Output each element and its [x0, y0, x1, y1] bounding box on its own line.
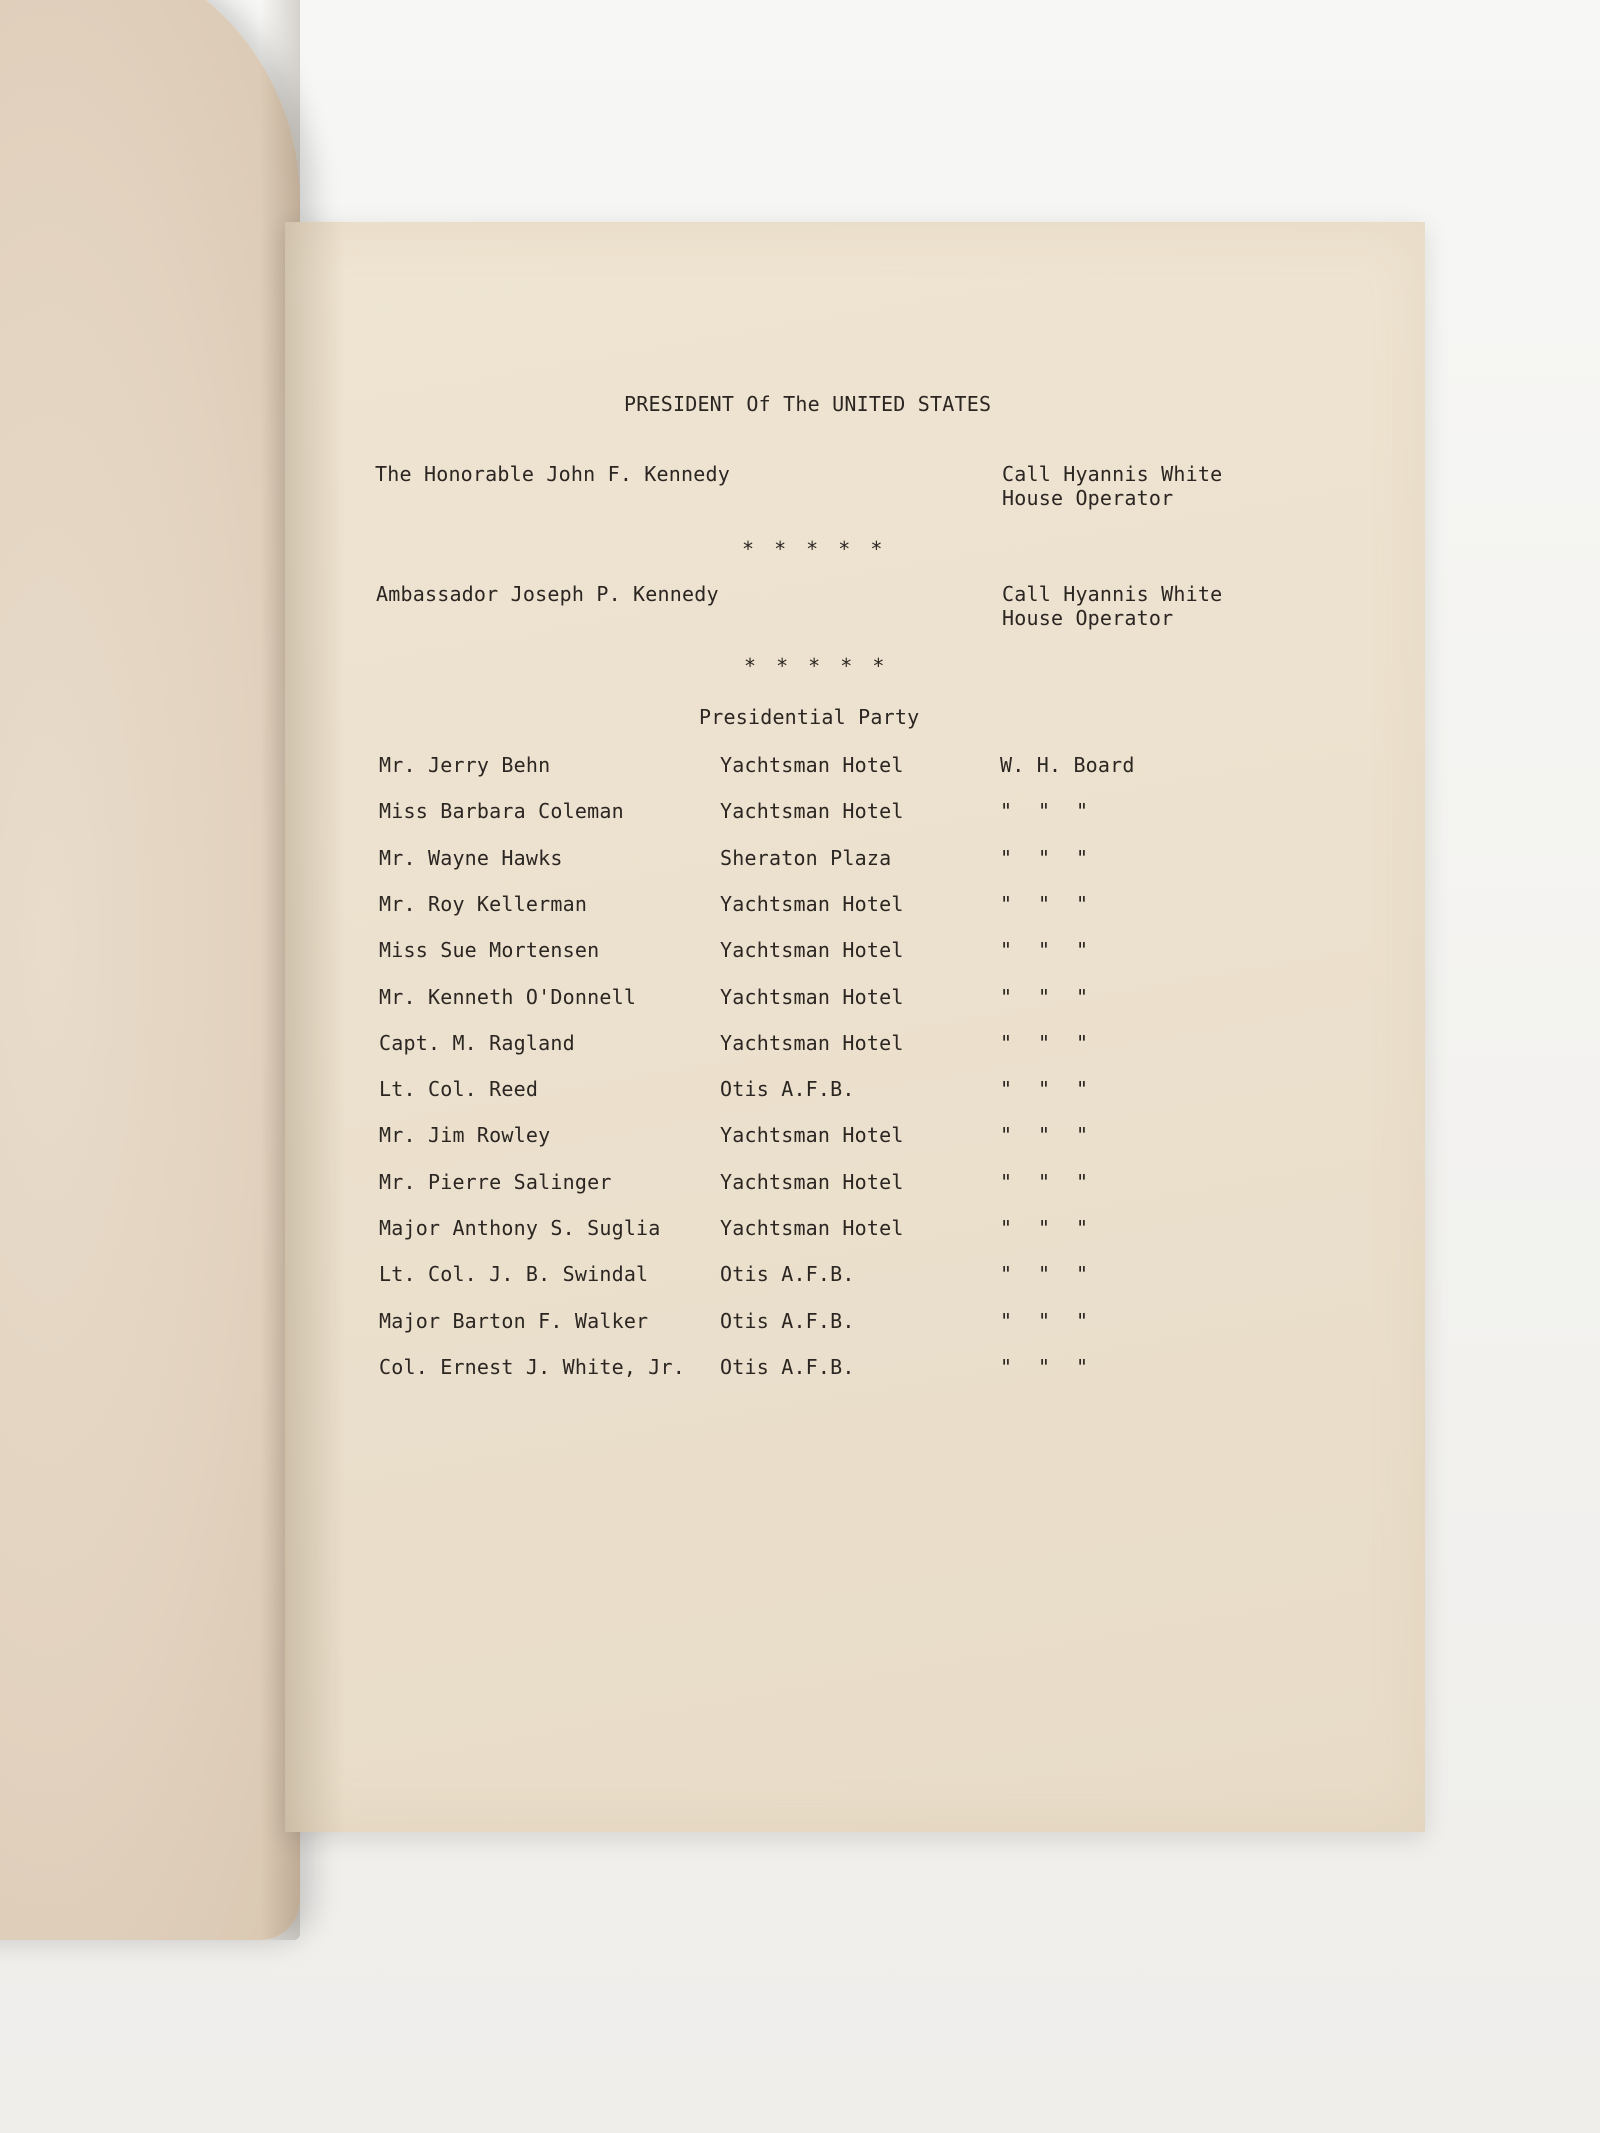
ditto-mark: " [1038, 892, 1051, 916]
ditto-mark: " [1076, 1077, 1089, 1101]
left-facing-page [0, 0, 300, 1940]
ditto-mark: " [1000, 1170, 1013, 1194]
party-member-location: Otis A.F.B. [720, 1309, 855, 1333]
party-member-location: Yachtsman Hotel [720, 938, 904, 962]
ditto-mark: " [1000, 1309, 1013, 1333]
ditto-mark: " [1000, 1123, 1013, 1147]
ditto-marks [1000, 1216, 1114, 1240]
party-member-location: Yachtsman Hotel [720, 1216, 904, 1240]
ditto-mark: " [1038, 938, 1051, 962]
ditto-marks [1000, 1262, 1114, 1286]
ditto-mark: " [1038, 1355, 1051, 1379]
ditto-marks [1000, 1077, 1114, 1101]
ditto-mark: " [1076, 799, 1089, 823]
ditto-marks [1000, 1309, 1114, 1333]
ditto-mark: " [1038, 1123, 1051, 1147]
party-member-name: Mr. Pierre Salinger [379, 1170, 612, 1194]
party-member-name: Col. Ernest J. White, Jr. [379, 1355, 686, 1379]
ditto-marks [1000, 985, 1114, 1009]
ambassador-name: Ambassador Joseph P. Kennedy [376, 582, 719, 606]
ditto-mark: " [1076, 985, 1089, 1009]
ditto-marks [1000, 1355, 1114, 1379]
ditto-marks [1000, 1170, 1114, 1194]
ditto-mark: " [1038, 1309, 1051, 1333]
honorable-name: The Honorable John F. Kennedy [375, 462, 730, 486]
ambassador-contact: Call Hyannis White House Operator [1002, 582, 1223, 630]
party-member-name: Mr. Kenneth O'Donnell [379, 985, 637, 1009]
party-member-location: Yachtsman Hotel [720, 799, 904, 823]
ditto-mark: " [1038, 1170, 1051, 1194]
ditto-mark: " [1000, 799, 1013, 823]
party-member-name: Mr. Jerry Behn [379, 753, 551, 777]
ditto-mark: " [1038, 1216, 1051, 1240]
party-member-location: Sheraton Plaza [720, 846, 892, 870]
ditto-mark: " [1038, 985, 1051, 1009]
party-member-name: Capt. M. Ragland [379, 1031, 575, 1055]
ditto-mark: " [1038, 846, 1051, 870]
party-member-name: Lt. Col. J. B. Swindal [379, 1262, 649, 1286]
page-gutter-shadow [285, 222, 345, 1832]
party-member-name: Miss Barbara Coleman [379, 799, 624, 823]
party-member-location: Otis A.F.B. [720, 1077, 855, 1101]
section-separator: * * * * * [744, 654, 889, 678]
ditto-marks [1000, 799, 1114, 823]
ditto-mark: " [1076, 1262, 1089, 1286]
ditto-mark: " [1076, 1309, 1089, 1333]
ditto-mark: " [1000, 985, 1013, 1009]
ditto-marks [1000, 1031, 1114, 1055]
ditto-mark: " [1076, 892, 1089, 916]
ditto-mark: " [1076, 1355, 1089, 1379]
ditto-marks [1000, 1123, 1114, 1147]
party-member-contact: W. H. Board [1000, 753, 1135, 777]
ditto-mark: " [1000, 1077, 1013, 1101]
honorable-contact: Call Hyannis White House Operator [1002, 462, 1223, 510]
party-member-location: Yachtsman Hotel [720, 753, 904, 777]
ditto-mark: " [1000, 1031, 1013, 1055]
ditto-marks [1000, 846, 1114, 870]
party-member-location: Yachtsman Hotel [720, 1123, 904, 1147]
party-member-location: Yachtsman Hotel [720, 1031, 904, 1055]
ditto-mark: " [1000, 1355, 1013, 1379]
ditto-mark: " [1038, 1077, 1051, 1101]
ditto-mark: " [1076, 846, 1089, 870]
ditto-marks [1000, 892, 1114, 916]
party-member-name: Lt. Col. Reed [379, 1077, 539, 1101]
party-member-location: Otis A.F.B. [720, 1355, 855, 1379]
party-member-location: Yachtsman Hotel [720, 1170, 904, 1194]
party-member-name: Mr. Jim Rowley [379, 1123, 551, 1147]
ditto-mark: " [1076, 1123, 1089, 1147]
document-page [285, 222, 1425, 1832]
party-member-location: Otis A.F.B. [720, 1262, 855, 1286]
ditto-mark: " [1076, 1170, 1089, 1194]
ditto-mark: " [1000, 892, 1013, 916]
ditto-marks [1000, 938, 1114, 962]
ditto-mark: " [1038, 799, 1051, 823]
party-member-location: Yachtsman Hotel [720, 985, 904, 1009]
party-member-name: Major Barton F. Walker [379, 1309, 649, 1333]
ditto-mark: " [1000, 1262, 1013, 1286]
party-member-name: Mr. Roy Kellerman [379, 892, 588, 916]
ditto-mark: " [1038, 1031, 1051, 1055]
party-member-name: Miss Sue Mortensen [379, 938, 600, 962]
ditto-mark: " [1076, 1031, 1089, 1055]
section-separator: * * * * * [742, 537, 887, 561]
ditto-mark: " [1076, 1216, 1089, 1240]
party-heading: Presidential Party [699, 705, 920, 729]
ditto-mark: " [1000, 938, 1013, 962]
ditto-mark: " [1000, 846, 1013, 870]
party-member-location: Yachtsman Hotel [720, 892, 904, 916]
party-member-name: Mr. Wayne Hawks [379, 846, 563, 870]
ditto-mark: " [1000, 1216, 1013, 1240]
ditto-mark: " [1038, 1262, 1051, 1286]
ditto-mark: " [1076, 938, 1089, 962]
party-member-name: Major Anthony S. Suglia [379, 1216, 661, 1240]
page-title: PRESIDENT Of The UNITED STATES [624, 392, 992, 416]
